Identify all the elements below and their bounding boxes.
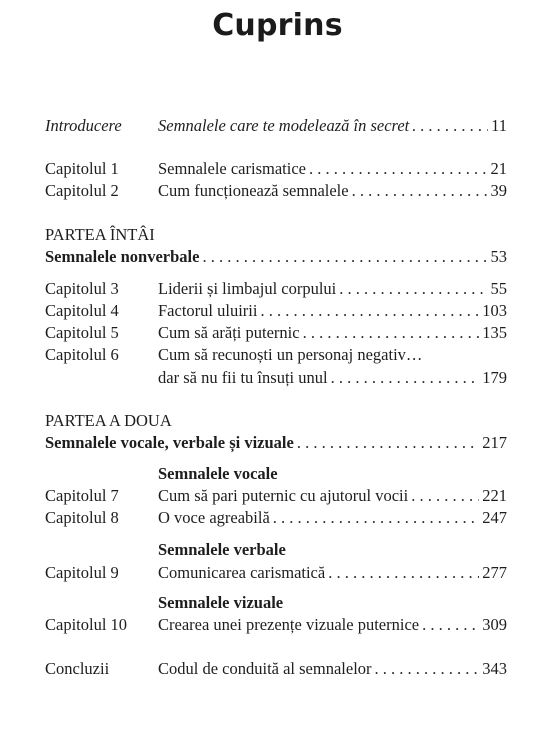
chapter-label: Capitolul 4 <box>45 301 119 320</box>
toc-entry-chapter-10[interactable] <box>45 614 507 636</box>
page-number: 39 <box>490 181 507 200</box>
dot-leader <box>202 246 487 268</box>
page-number: 221 <box>482 486 507 505</box>
toc-entry-conclusion[interactable] <box>45 658 507 680</box>
dot-leader <box>375 658 480 680</box>
page-number: 277 <box>482 563 507 582</box>
chapter-label: Capitolul 2 <box>45 181 119 200</box>
toc-entry-part-1[interactable] <box>45 246 507 268</box>
dot-leader <box>412 115 488 137</box>
dot-leader <box>422 614 479 636</box>
entry-title: Semnalele care te modelează în secret <box>158 116 410 135</box>
dot-leader <box>328 562 479 584</box>
dot-leader <box>260 300 479 322</box>
part-label: PARTEA ÎNTÂI <box>45 225 155 244</box>
chapter-label: Capitolul 10 <box>45 615 128 634</box>
chapter-label: Capitolul 9 <box>45 563 119 582</box>
entry-title: Cum să arăți puternic <box>158 323 300 342</box>
dot-leader <box>411 485 479 507</box>
toc-entry-chapter-2[interactable] <box>45 180 507 202</box>
entry-title: Crearea unei prezențe vizuale puternice <box>158 615 420 634</box>
toc-entry-chapter-8[interactable] <box>45 507 507 529</box>
page-number: 11 <box>491 116 507 135</box>
subsection-visual-row <box>45 592 507 614</box>
page-title: Cuprins <box>212 8 343 43</box>
entry-title: Liderii și limbajul corpului <box>158 279 337 298</box>
entry-title: Factorul uluirii <box>158 301 258 320</box>
dot-leader <box>339 278 487 300</box>
dot-leader <box>309 158 488 180</box>
subsection-verbal-row <box>45 539 507 561</box>
page-number: 179 <box>482 368 507 387</box>
entry-title: Codul de conduită al semnalelor <box>158 659 372 678</box>
dot-leader <box>352 180 488 202</box>
page-number: 217 <box>482 433 507 452</box>
part-label: PARTEA A DOUA <box>45 411 172 430</box>
entry-title: O voce agreabilă <box>158 508 270 527</box>
toc-entry-chapter-1[interactable] <box>45 158 507 180</box>
page-number: 21 <box>490 159 507 178</box>
page-number: 247 <box>482 508 507 527</box>
page-number: 135 <box>482 323 507 342</box>
entry-title: Cum funcționează semnalele <box>158 181 349 200</box>
chapter-label: Capitolul 1 <box>45 159 119 178</box>
chapter-label: Capitolul 8 <box>45 508 119 527</box>
page-number: 103 <box>482 301 507 320</box>
subsection-heading: Semnalele verbale <box>158 540 286 559</box>
part-title: Semnalele vocale, verbale și vizuale <box>45 433 294 452</box>
subsection-vocal-row <box>45 463 507 485</box>
subsection-heading: Semnalele vizuale <box>158 593 284 612</box>
toc-entry-part-2[interactable] <box>45 432 507 454</box>
dot-leader <box>273 507 479 529</box>
part-1-label-row <box>45 224 507 246</box>
subsection-heading: Semnalele vocale <box>158 464 278 483</box>
toc-entry-chapter-5[interactable] <box>45 322 507 344</box>
dot-leader <box>331 367 480 389</box>
page-number: 309 <box>482 615 507 634</box>
page-number: 53 <box>490 247 507 266</box>
toc-entry-chapter-6[interactable] <box>45 344 507 366</box>
entry-title: Cum să pari puternic cu ajutorul vocii <box>158 486 409 505</box>
chapter-label: Capitolul 7 <box>45 486 119 505</box>
entry-title: Comunicarea carismatică <box>158 563 326 582</box>
toc-entry-chapter-3[interactable] <box>45 278 507 300</box>
chapter-label: Capitolul 6 <box>45 345 119 364</box>
toc-entry-chapter-4[interactable] <box>45 300 507 322</box>
dot-leader <box>297 432 479 454</box>
toc-entry-chapter-6-continued[interactable] <box>45 367 507 389</box>
chapter-label: Capitolul 3 <box>45 279 119 298</box>
part-2-label-row <box>45 410 507 432</box>
toc-entry-chapter-7[interactable] <box>45 485 507 507</box>
chapter-label: Capitolul 5 <box>45 323 119 342</box>
entry-title-continued: dar să nu fii tu însuți unul <box>158 368 328 387</box>
toc-entry-introduction[interactable] <box>45 115 507 137</box>
page-number: 343 <box>482 659 507 678</box>
dot-leader <box>303 322 480 344</box>
part-title: Semnalele nonverbale <box>45 247 200 266</box>
chapter-label: Concluzii <box>45 659 110 678</box>
chapter-label: Introducere <box>45 116 122 135</box>
toc-entry-chapter-9[interactable] <box>45 562 507 584</box>
entry-title: Cum să recunoști un personaj negativ… <box>158 345 423 364</box>
entry-title: Semnalele carismatice <box>158 159 306 178</box>
page-number: 55 <box>490 279 507 298</box>
